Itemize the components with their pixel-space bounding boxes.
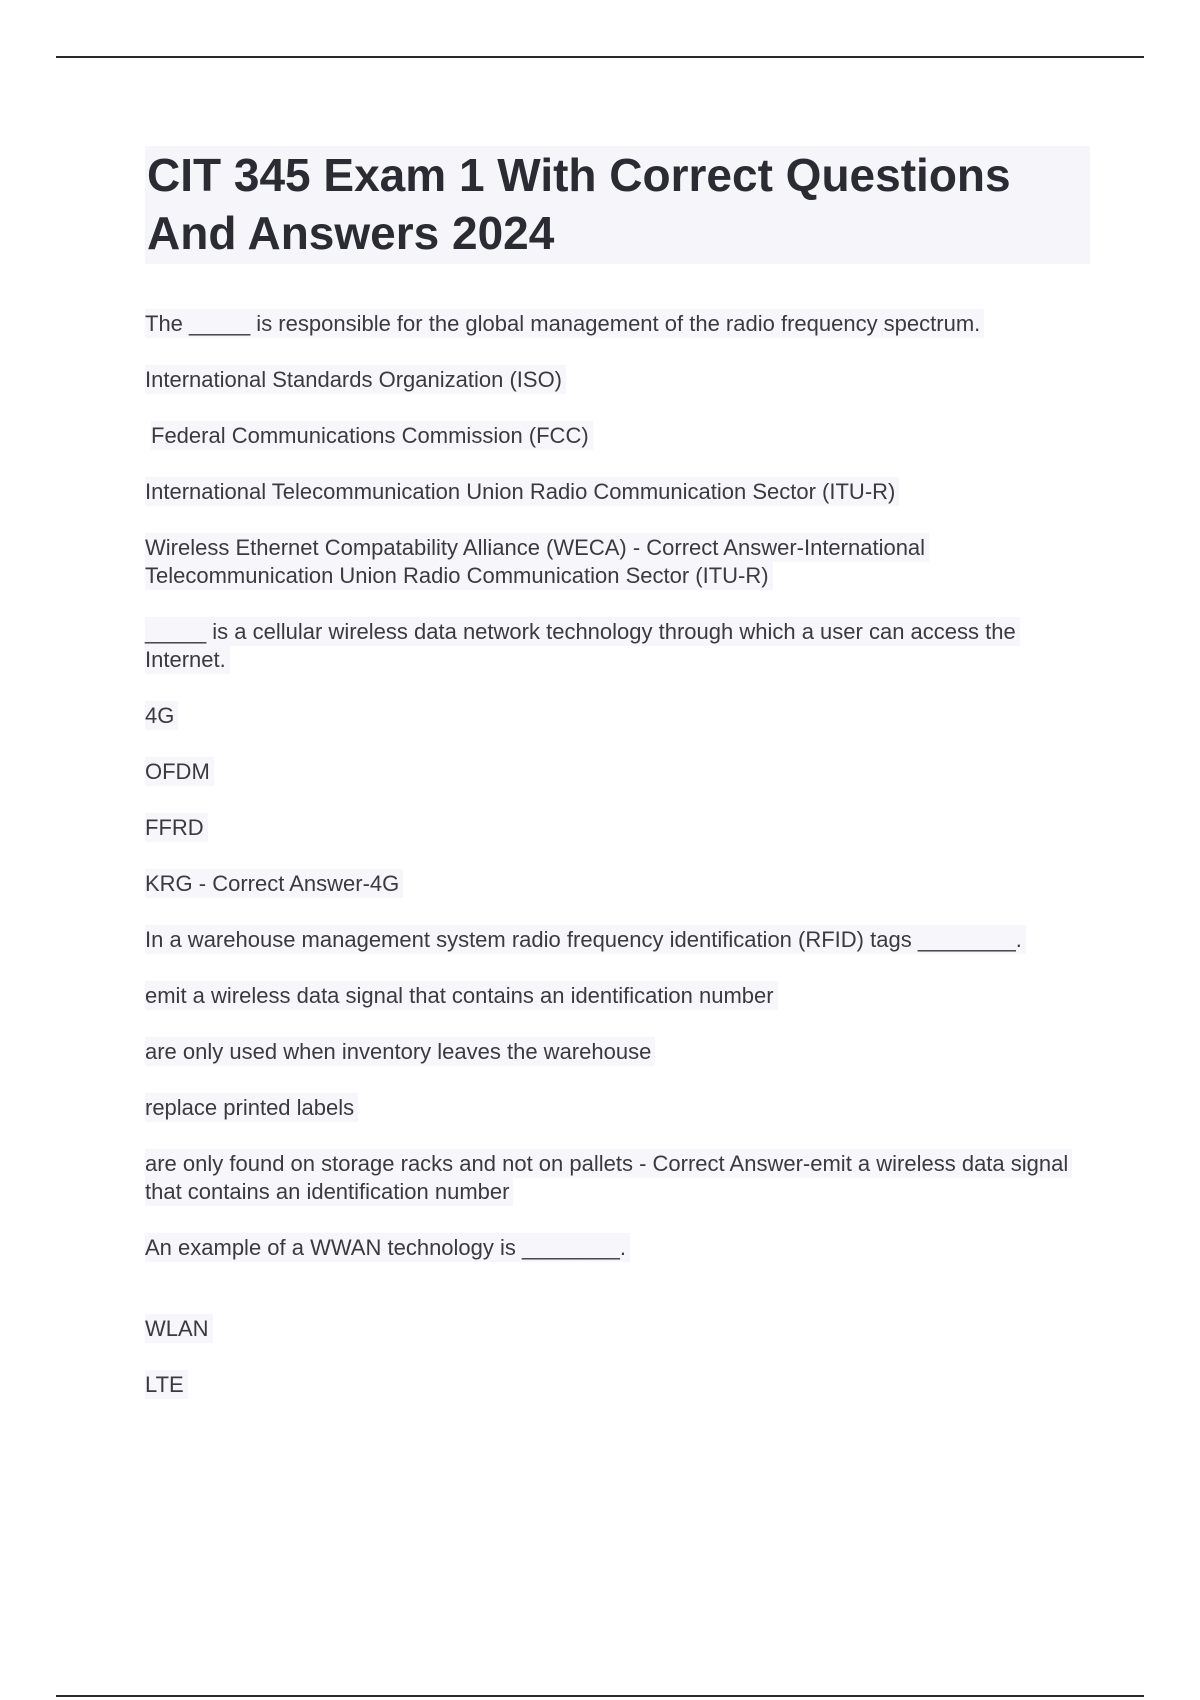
q4-option-2: LTE — [145, 1371, 1090, 1399]
q2-option-4-answer: KRG - Correct Answer-4G — [145, 870, 1090, 898]
q2-option-1: 4G — [145, 702, 1090, 730]
q3-option-3: replace printed labels — [145, 1094, 1090, 1122]
q1-option-2: Federal Communications Commission (FCC) — [145, 422, 1090, 450]
q1-option-3: International Telecommunication Union Radio Communication Sector (ITU-R) — [145, 478, 1090, 506]
question-4: An example of a WWAN technology is ________. — [145, 1234, 1090, 1262]
question-2: _____ is a cellular wireless data network technology through which a user can access the Internet. — [145, 618, 1090, 674]
question-1: The _____ is responsible for the global management of the radio frequency spectrum. — [145, 310, 1090, 338]
question-list — [145, 310, 1090, 1399]
q1-option-1: International Standards Organization (ISO) — [145, 366, 1090, 394]
q3-option-1: emit a wireless data signal that contains an identification number — [145, 982, 1090, 1010]
q2-option-2: OFDM — [145, 758, 1090, 786]
q3-option-4-answer: are only found on storage racks and not on pallets - Correct Answer-emit a wireless data signal that contains an identification number — [145, 1150, 1090, 1206]
q4-option-1: WLAN — [145, 1315, 1090, 1343]
question-3: In a warehouse management system radio frequency identification (RFID) tags ________. — [145, 926, 1090, 954]
document-body — [145, 146, 1090, 1427]
q1-option-4-answer: Wireless Ethernet Compatability Alliance (WECA) - Correct Answer-International Telecommunication Union Radio Communication Sector (ITU-R) — [145, 534, 1090, 590]
q2-option-3: FFRD — [145, 814, 1090, 842]
document-title: CIT 345 Exam 1 With Correct Questions And Answers 2024 — [145, 146, 1090, 264]
header-rule — [56, 56, 1144, 58]
q3-option-2: are only used when inventory leaves the warehouse — [145, 1038, 1090, 1066]
footer-rule — [56, 1695, 1144, 1697]
